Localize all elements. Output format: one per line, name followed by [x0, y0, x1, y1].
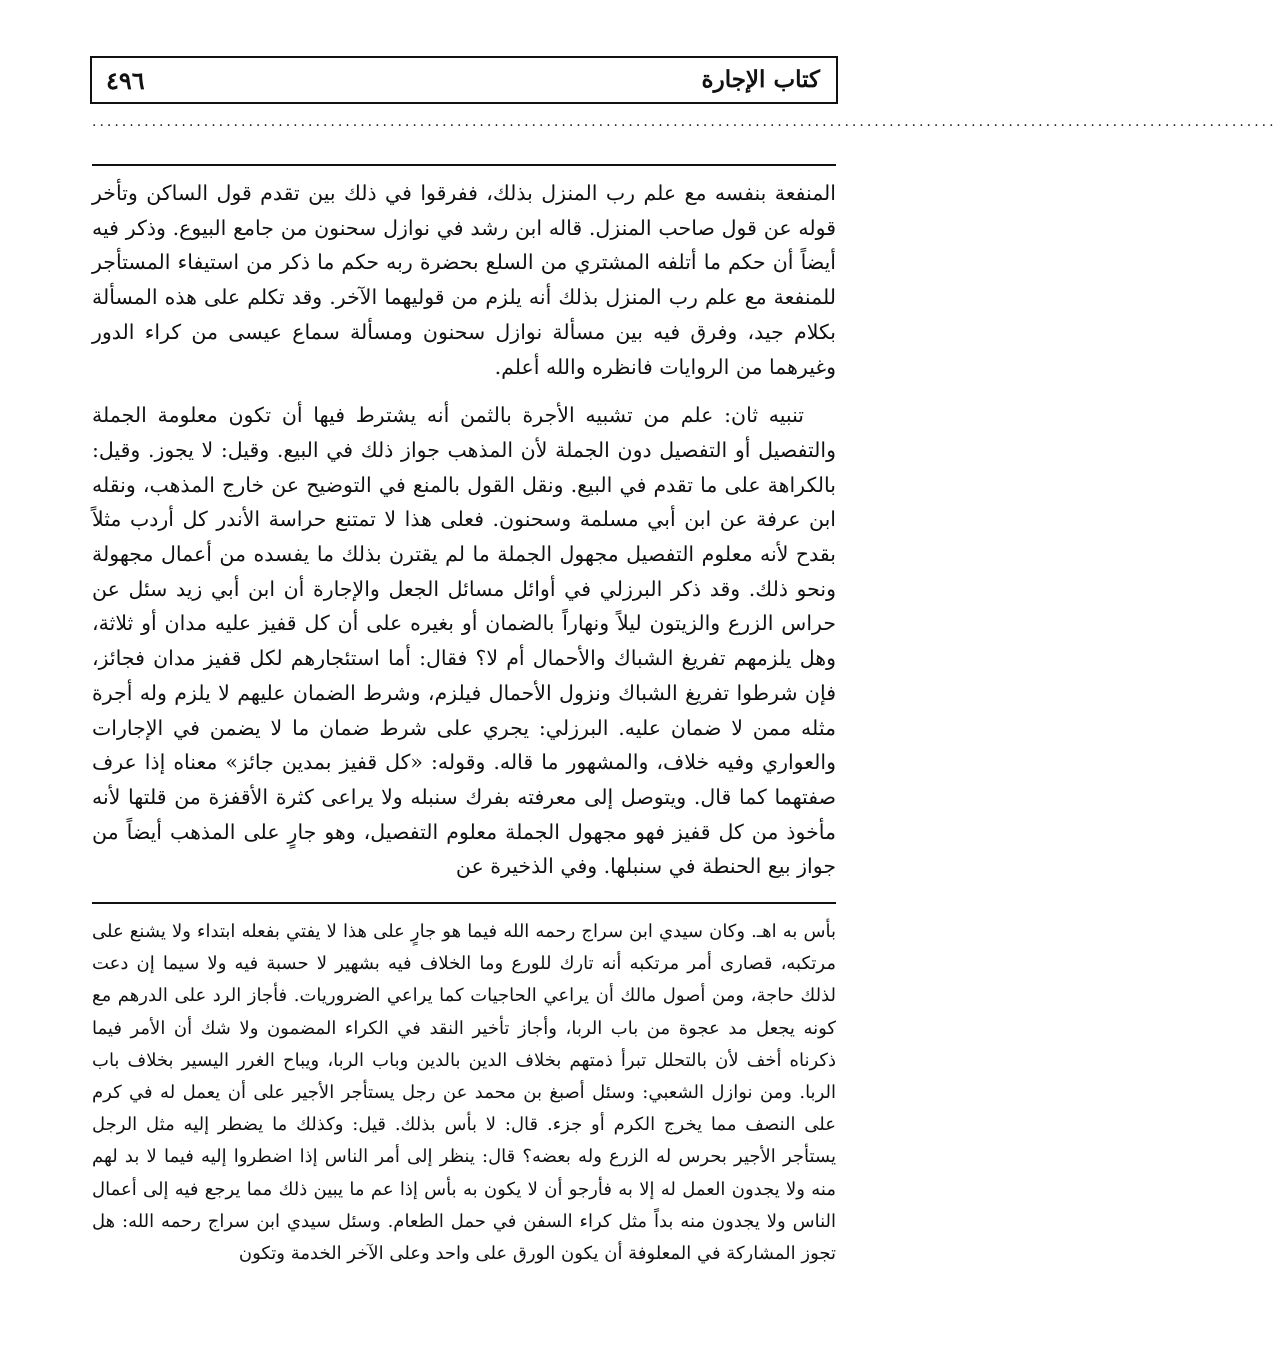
page-header [90, 56, 838, 104]
body-paragraph: المنفعة بنفسه مع علم رب المنزل بذلك، ففرقوا في ذلك بين تقدم قول الساكن وتأخر قوله عن قول صاحب المنزل. قاله ابن رشد في نوازل سحنون من جامع البيوع. وذكر فيه أيضاً أن حكم ما أتلفه المشتري من السلع بحضرة ربه حكم ما ذكر من استيفاء المستأجر للمنفعة مع علم رب المنزل بذلك أنه يلزم من قوليهما الآخر. وقد تكلم على هذه المسألة بكلام جيد، وفرق فيه بين مسألة نوازل سحنون ومسألة سماع عيسى من كراء الدور وغيرهما من الروايات فانظره والله أعلم. [92, 181, 836, 379]
body-paragraph [92, 398, 836, 884]
footnote-paragraph: بأس به اهـ. وكان سيدي ابن سراج رحمه الله فيما هو جارٍ على هذا لا يفتي بفعله ابتداء ولا يشنع على مرتكبه، قصارى أمر مرتكبه أنه تارك للورع وما الخلاف فيه بشهير لا حسبة فيه ولا سيما إن دعت لذلك حاجة، ومن أصول مالك أن يراعي الحاجيات كما يراعي الضروريات. فأجاز الرد على الدرهم مع كونه يجعل مد عجوة من باب الربا، وأجاز تأخير النقد في الكراء المضمون ولا شك أن الأمر فيما ذكرناه أخف لأن بالتحلل تبرأ ذمتهم بخلاف الدين بالدين وباب الربا، ويباح الغرر اليسير بخلاف باب الربا. ومن نوازل الشعبي: وسئل أصبغ بن محمد عن رجل يستأجر الأجير على أن يعمل له في كرم على النصف مما يخرج الكرم أو جزء. قال: لا بأس بذلك. قيل: وكذلك ما يضطر إليه مثل الرجل يستأجر الأجير بحرس له الزرع وله بعضه؟ قال: ينظر إلى أمر الناس إذا اضطروا إليه فيما لا بد لهم منه ولا يجدون العمل له إلا به فأرجو أن لا يكون به بأس إذا عم ما يبين ذلك مما يرجع فيه إلى أعمال الناس ولا يجدون منه بداً مثل كراء السفن في حمل الطعام. وسئل سيدي ابن سراج رحمه الله: هل تجوز المشاركة في المعلوفة أن يكون الورق على واحد وعلى الآخر الخدمة وتكون [92, 921, 836, 1265]
footnote-body [92, 916, 836, 1270]
page-number: ٤٩٦ [106, 66, 145, 95]
main-body [92, 176, 836, 884]
dotted-separator: ............................................................................................................................................................... [92, 114, 1277, 130]
book-title: كتاب الإجارة [701, 66, 820, 93]
footnote-separator [92, 902, 836, 904]
top-rule [92, 164, 836, 166]
body-paragraph-text: تنبيه ثان: علم من تشبيه الأجرة بالثمن أنه يشترط فيها أن تكون معلومة الجملة والتفصيل أو التفصيل دون الجملة لأن المذهب جواز ذلك في البيع. وقيل: لا يجوز. وقيل: بالكراهة على ما تقدم في البيع. ونقل القول بالمنع في التوضيح عن خارج المذهب، ونقله ابن عرفة عن ابن أبي مسلمة وسحنون. فعلى هذا لا تمتنع حراسة الأندر كل أردب مثلاً بقدح لأنه معلوم التفصيل مجهول الجملة ما لم يقترن بذلك ما يفسده من أعمال مجهولة ونحو ذلك. وقد ذكر البرزلي في أوائل مسائل الجعل والإجارة أن ابن أبي زيد سئل عن حراس الزرع والزيتون ليلاً ونهاراً بالضمان أو بغيره على أن كل قفيز عليه مدان أو ثلاثة، وهل يلزمهم تفريغ الشباك والأحمال أم لا؟ فقال: أما استئجارهم لكل قفيز مدان فجائز، فإن شرطوا تفريغ الشباك ونزول الأحمال فيلزم، وشرط الضمان عليهم لا يلزم وله أجرة مثله ممن لا ضمان عليه. البرزلي: يجري على شرط ضمان ما لا يضمن في الإجارات والعواري وفيه خلاف، والمشهور ما قاله. وقوله: «كل قفيز بمدين جائز» معناه إذا عرف صفتهما كما قال. ويتوصل إلى معرفته بفرك سنبله ولا يراعى كثرة الأقفزة من قلتها لأنه مأخوذ من كل قفيز فهو مجهول الجملة معلوم التفصيل، وهو جارٍ على المذهب أيضاً من جواز بيع الحنطة في سنبلها. وفي الذخيرة عن [92, 403, 837, 879]
